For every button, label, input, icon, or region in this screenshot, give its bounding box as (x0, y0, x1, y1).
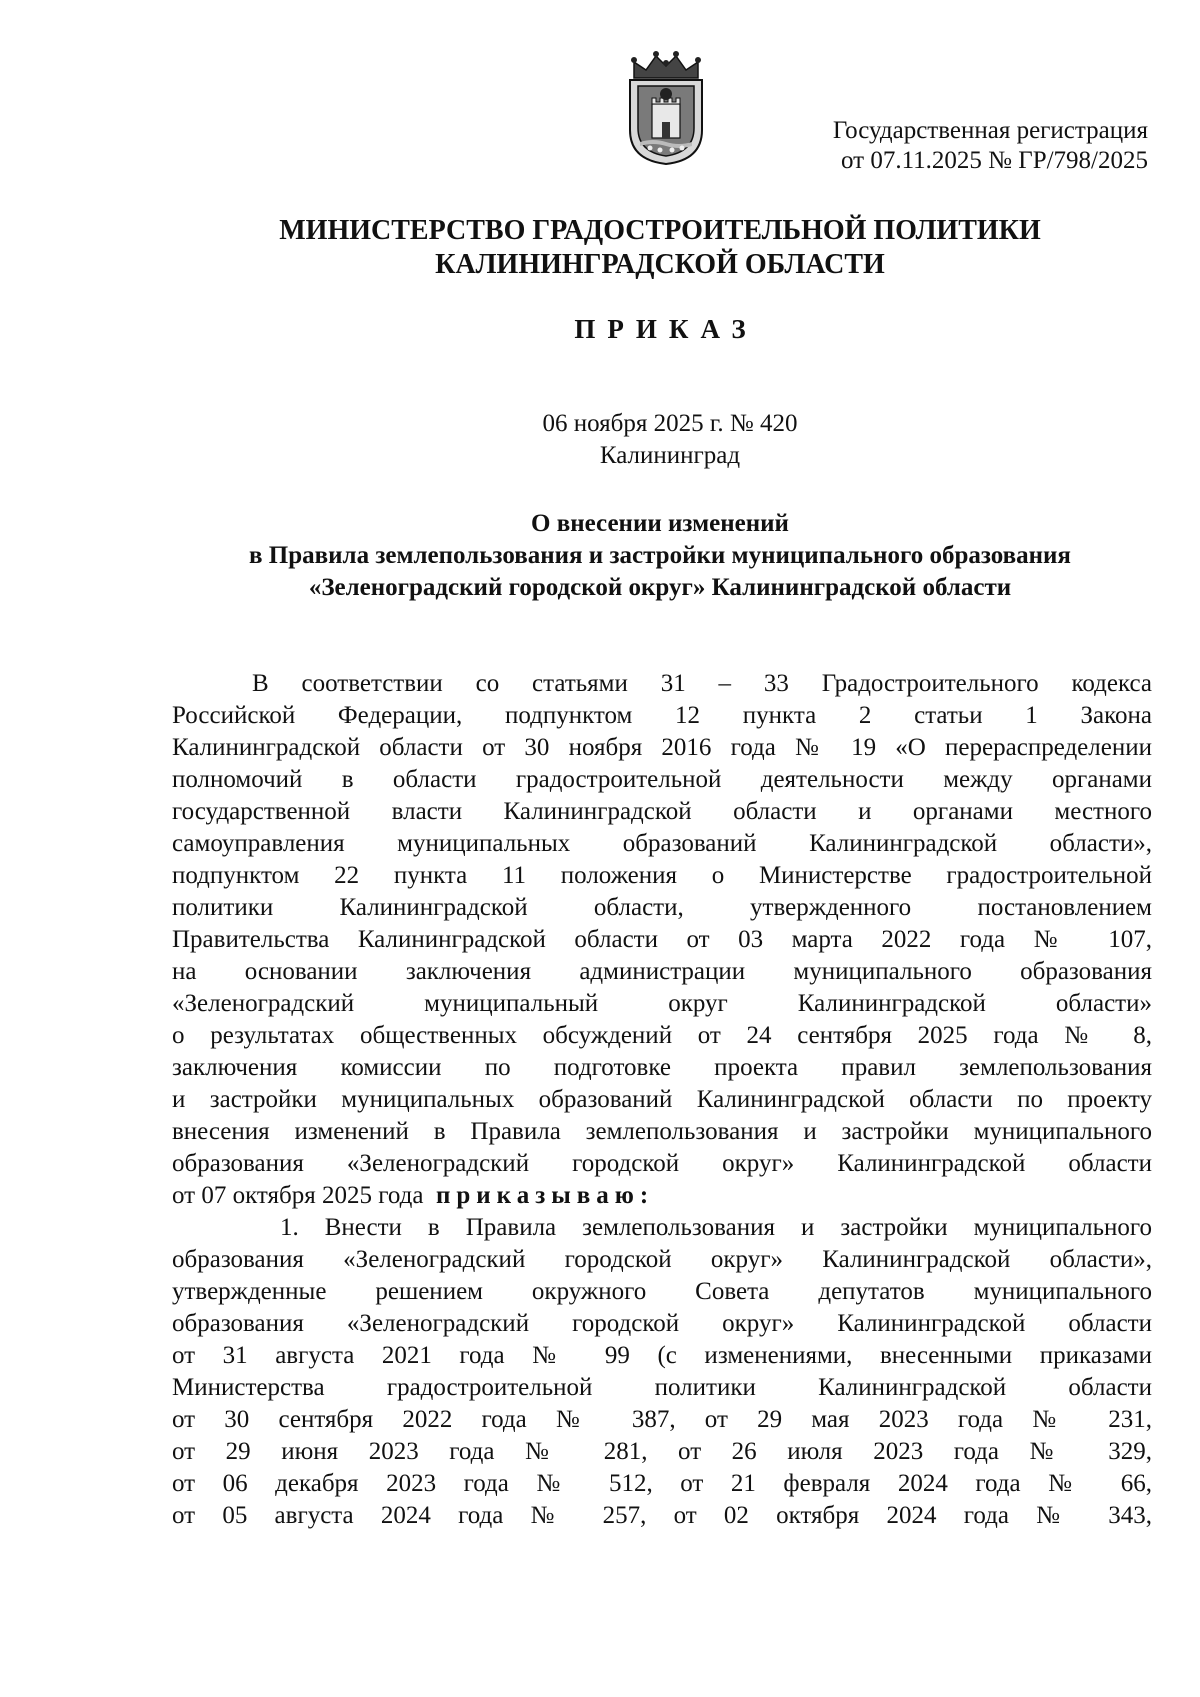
body-line: политики Калининградской области, утвержденного постановлением (172, 894, 1152, 921)
state-registration (628, 116, 1148, 176)
preamble-end: от 07 октября 2025 года (172, 1182, 424, 1209)
body-line: полномочий в области градостроительной деятельности между органами (172, 766, 1152, 793)
paragraph-item-1 (172, 1212, 1152, 1532)
subject-line-3: «Зеленоградский городской округ» Калининградской области (308, 574, 1012, 601)
body-line: «Зеленоградский муниципальный округ Калининградской области» (172, 990, 1152, 1017)
body-line: самоуправления муниципальных образований Калининградской области», (172, 830, 1152, 857)
body-line: от 31 августа 2021 года № 99 (с изменениями, внесенными приказами (172, 1342, 1152, 1369)
ministry-heading (120, 214, 1200, 282)
body-line: от 06 декабря 2023 года № 512, от 21 февраля 2024 года № 66, (172, 1470, 1152, 1497)
body-line: заключения комиссии по подготовке проекта правил землепользования (172, 1054, 1152, 1081)
body-line: Калининградской области от 30 ноября 2016 года № 19 «О перераспределении (172, 734, 1152, 761)
body-line: государственной власти Калининградской области и органами местного (172, 798, 1152, 825)
body-line: от 30 сентября 2022 года № 387, от 29 мая 2023 года № 231, (172, 1406, 1152, 1433)
ministry-line-2: КАЛИНИНГРАДСКОЙ ОБЛАСТИ (435, 249, 885, 280)
body-line: образования «Зеленоградский городской округ» Калининградской области», (172, 1246, 1152, 1273)
body-line: Российской Федерации, подпунктом 12 пункта 2 статьи 1 Закона (172, 702, 1152, 729)
body-line: подпунктом 22 пункта 11 положения о Министерстве градостроительной (172, 862, 1152, 889)
body-line: от 05 августа 2024 года № 257, от 02 октября 2024 года № 343, (172, 1502, 1152, 1529)
body-line: от 29 июня 2023 года № 281, от 26 июля 2023 года № 329, (172, 1438, 1152, 1465)
order-subject (120, 508, 1200, 604)
paragraph-preamble (172, 668, 1152, 1212)
body-line: внесения изменений в Правила землепользования и застройки муниципального (172, 1118, 1152, 1145)
subject-line-2: в Правила землепользования и застройки муниципального образования (249, 542, 1071, 569)
ministry-line-1: МИНИСТЕРСТВО ГРАДОСТРОИТЕЛЬНОЙ ПОЛИТИКИ (279, 215, 1041, 246)
prikazyvayu-word: приказываю: (435, 1182, 655, 1209)
body-line: Правительства Калининградской области от 03 марта 2022 года № 107, (172, 926, 1152, 953)
order-date: 06 ноября 2025 г. № 420 (542, 410, 798, 437)
body-line: образования «Зеленоградский городской округ» Калининградской области (172, 1150, 1152, 1177)
body-line: о результатах общественных обсуждений от 24 сентября 2025 года № 8, (172, 1022, 1152, 1049)
registration-number: от 07.11.2025 № ГР/798/2025 (840, 147, 1148, 174)
body-line: и застройки муниципальных образований Калининградской области по проекту (172, 1086, 1152, 1113)
order-body (172, 668, 1152, 1532)
order-city: Калининград (599, 442, 741, 469)
body-line: Министерства градостроительной политики Калининградской области (172, 1374, 1152, 1401)
body-line: образования «Зеленоградский городской округ» Калининградской области (172, 1310, 1152, 1337)
order-date-city (420, 408, 920, 472)
body-line: 1. Внести в Правила землепользования и застройки муниципального (280, 1214, 1152, 1241)
body-line: В соответствии со статьями 31 – 33 Градостроительного кодекса (252, 670, 1152, 697)
subject-line-1: О внесении изменений (531, 510, 789, 537)
order-title: ПРИКАЗ (574, 314, 758, 344)
registration-label: Государственная регистрация (832, 117, 1148, 144)
body-line: на основании заключения администрации муниципального образования (172, 958, 1152, 985)
body-line: утвержденные решением окружного Совета депутатов муниципального (172, 1278, 1152, 1305)
body-line-last (172, 1180, 1152, 1212)
